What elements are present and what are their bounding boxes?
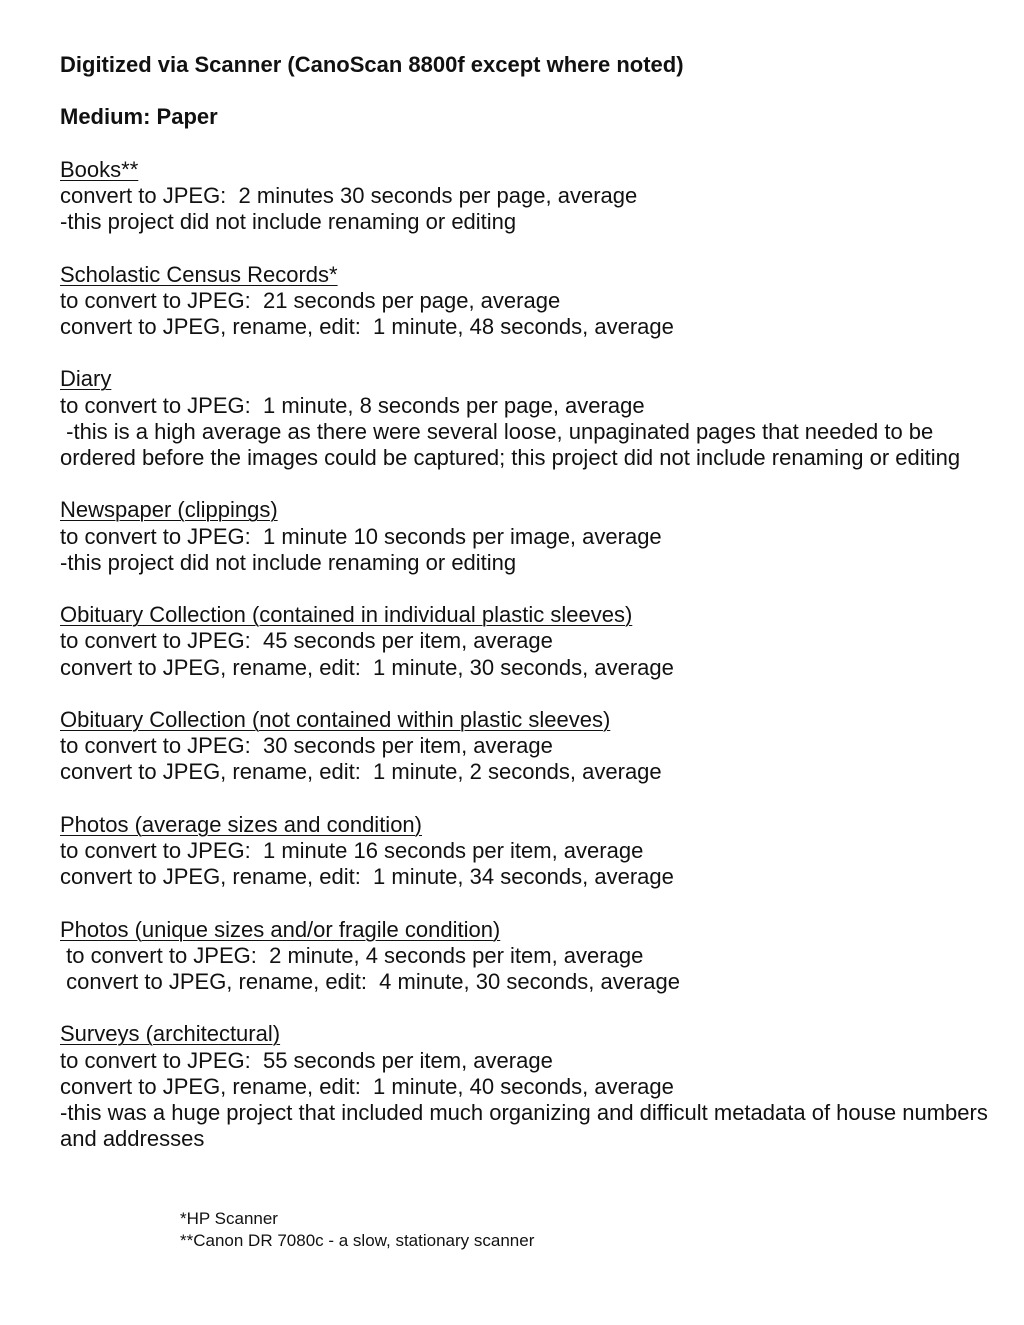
section-title: Scholastic Census Records* xyxy=(60,261,338,287)
section-title-row xyxy=(60,707,990,733)
document-body xyxy=(60,52,994,1152)
section-title-row xyxy=(60,1021,990,1047)
section-block xyxy=(60,340,990,471)
section-title: Newspaper (clippings) xyxy=(60,497,278,523)
section-line: to convert to JPEG: 30 seconds per item, average xyxy=(60,733,553,759)
section-title: Diary xyxy=(60,366,112,392)
section-title-row xyxy=(60,366,990,392)
section-line: to convert to JPEG: 55 seconds per item, average xyxy=(60,1047,553,1073)
section-title: Books** xyxy=(60,156,139,182)
section-block xyxy=(60,235,990,340)
section-block xyxy=(60,471,990,576)
section-block xyxy=(60,890,990,995)
section-title-row xyxy=(60,497,990,523)
section-line: convert to JPEG, rename, edit: 1 minute, 2 seconds, average xyxy=(60,759,662,785)
section-block xyxy=(60,995,994,1152)
section-block xyxy=(60,786,990,891)
section-line: to convert to JPEG: 45 seconds per item, average xyxy=(60,628,553,654)
section-line: -this is a high average as there were several loose, unpaginated pages that needed to be ordered before the images could be captured; this project did not include renaming or editing xyxy=(60,418,961,470)
section-line: -this project did not include renaming or editing xyxy=(60,549,517,575)
section-block xyxy=(60,131,990,236)
spacer xyxy=(60,471,990,497)
section-line: to convert to JPEG: 21 seconds per page, average xyxy=(60,287,561,313)
section-title-row xyxy=(60,157,990,183)
medium-heading: Medium: Paper xyxy=(60,104,218,130)
section-title-row xyxy=(60,602,990,628)
section-line: -this was a huge project that included much organizing and difficult metadata of house numbers and addresses xyxy=(60,1099,994,1152)
section-title: Obituary Collection (not contained within plastic sleeves) xyxy=(60,706,611,732)
section-title: Obituary Collection (contained in individual plastic sleeves) xyxy=(60,602,633,628)
spacer xyxy=(60,576,990,602)
section-title-row xyxy=(60,812,990,838)
footnote: **Canon DR 7080c - a slow, stationary scanner xyxy=(180,1231,535,1250)
sections-list xyxy=(60,131,994,1153)
spacer xyxy=(60,78,990,104)
spacer xyxy=(60,995,990,1021)
section-line: convert to JPEG: 2 minutes 30 seconds per page, average xyxy=(60,182,638,208)
spacer xyxy=(60,786,990,812)
document-title: Digitized via Scanner (CanoScan 8800f except where noted) xyxy=(60,52,684,77)
spacer xyxy=(60,340,990,366)
section-title: Surveys (architectural) xyxy=(60,1021,281,1047)
section-line: convert to JPEG, rename, edit: 1 minute, 34 seconds, average xyxy=(60,864,674,890)
section-title-row xyxy=(60,262,990,288)
section-line: to convert to JPEG: 1 minute, 8 seconds per page, average xyxy=(60,392,645,418)
section-line: convert to JPEG, rename, edit: 1 minute, 30 seconds, average xyxy=(60,654,674,680)
section-line: convert to JPEG, rename, edit: 1 minute, 40 seconds, average xyxy=(60,1073,674,1099)
section-line: convert to JPEG, rename, edit: 1 minute, 48 seconds, average xyxy=(60,313,674,339)
section-title: Photos (average sizes and condition) xyxy=(60,811,422,837)
spacer xyxy=(60,131,990,157)
spacer xyxy=(60,681,990,707)
spacer xyxy=(60,890,990,916)
footnote: *HP Scanner xyxy=(180,1209,278,1228)
section-line: to convert to JPEG: 1 minute 16 seconds per item, average xyxy=(60,837,644,863)
section-line: convert to JPEG, rename, edit: 4 minute, 30 seconds, average xyxy=(60,968,681,994)
section-line: to convert to JPEG: 1 minute 10 seconds per image, average xyxy=(60,523,662,549)
section-title-row xyxy=(60,917,990,943)
section-line: to convert to JPEG: 2 minute, 4 seconds per item, average xyxy=(60,942,644,968)
section-block xyxy=(60,576,990,681)
section-block xyxy=(60,681,990,786)
section-title: Photos (unique sizes and/or fragile condition) xyxy=(60,916,501,942)
spacer xyxy=(60,235,990,261)
section-line: -this project did not include renaming or editing xyxy=(60,209,517,235)
footnotes xyxy=(180,1208,534,1252)
